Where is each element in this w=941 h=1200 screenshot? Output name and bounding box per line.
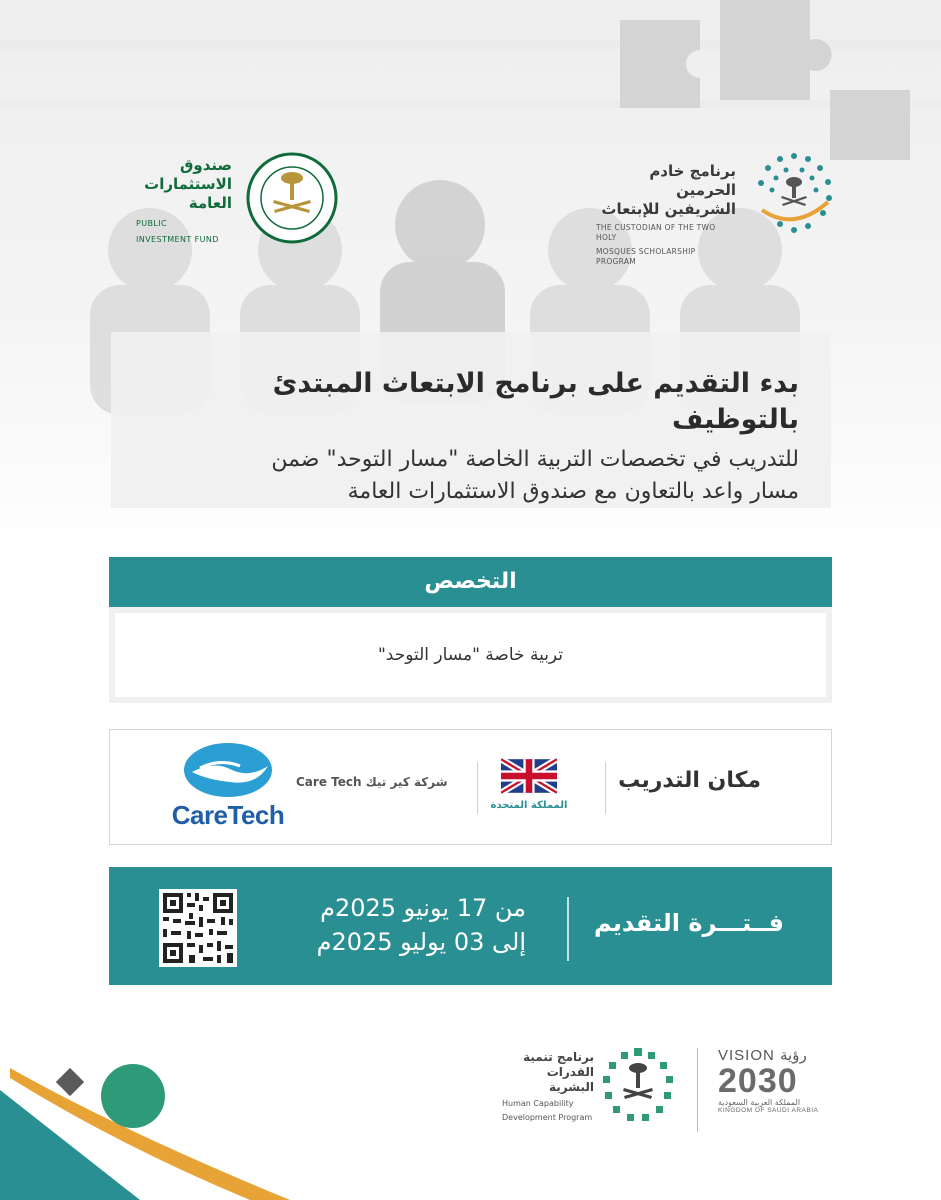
hcdp-logo <box>502 1046 682 1126</box>
pif-ar-line2: الاستثمارات <box>144 175 232 193</box>
application-period-box <box>109 867 832 985</box>
application-divider <box>567 897 569 961</box>
hcdp-en-line1: Human Capability <box>502 1099 574 1108</box>
uk-flag-icon <box>501 758 557 794</box>
specialization-body <box>109 607 832 703</box>
hcdp-en-line2: Development Program <box>502 1113 593 1122</box>
qr-code-icon[interactable] <box>159 889 237 967</box>
pif-logo <box>136 150 346 245</box>
application-to: إلى 03 يوليو 2025م <box>316 928 526 956</box>
pif-ar-line1: صندوق <box>179 156 232 174</box>
application-from: من 17 يونيو 2025م <box>320 894 526 922</box>
specialization-header: التخصص <box>109 557 832 607</box>
scholarship-program-logo <box>596 150 836 266</box>
announcement-subtitle-line1: للتدريب في تخصصات التربية الخاصة "مسار التوحد" ضمن <box>271 447 799 472</box>
scholarship-ar-line2: الشريفين للإبتعاث <box>601 200 736 218</box>
training-location-label: مكان التدريب <box>618 768 761 793</box>
pif-en-line2: INVESTMENT FUND <box>136 235 219 244</box>
caretech-hands-icon <box>170 742 286 800</box>
vision-ar-text: المملكة العربية السعودية <box>718 1098 801 1107</box>
hcdp-ar-line1: برنامج تنمية <box>523 1050 594 1064</box>
announcement-box <box>111 332 831 508</box>
specialization-value: تربية خاصة "مسار التوحد" <box>115 613 826 697</box>
hcdp-emblem-icon <box>600 1046 676 1124</box>
pif-text <box>136 156 232 245</box>
caretech-logo <box>170 742 286 834</box>
hcdp-ar-line2: القدرات البشرية <box>546 1065 594 1094</box>
announcement-subtitle-line2: مسار واعد بالتعاون مع صندوق الاستثمارات العامة <box>347 479 799 504</box>
announcement-title: بدء التقديم على برنامج الابتعاث المبتدئ بالتوظيف <box>272 368 799 435</box>
scholarship-en-line1: THE CUSTODIAN OF THE TWO HOLY <box>596 223 716 242</box>
pif-en-line1: PUBLIC <box>136 219 167 228</box>
vision-number: 2030 <box>718 1062 798 1100</box>
caretech-company-name: شركة كير تيك Care Tech <box>296 775 448 789</box>
scholarship-ar-line1: برنامج خادم الحرمين <box>649 162 736 199</box>
application-period-label: فــتـــرة التقديم <box>594 909 784 937</box>
scholarship-emblem-icon <box>752 150 836 238</box>
footer-divider <box>697 1048 698 1132</box>
caretech-logo-text: CareTech <box>171 800 285 830</box>
scholarship-program-text <box>596 162 736 267</box>
hcdp-text <box>502 1050 594 1123</box>
pif-ar-line3: العامة <box>188 194 232 212</box>
training-divider-1 <box>605 762 606 814</box>
footer-decorative-shapes <box>0 1050 300 1200</box>
training-location-box <box>109 729 832 845</box>
vision-top-text: VISION رؤية <box>718 1047 807 1064</box>
vision-2030-logo <box>718 1046 838 1126</box>
scholarship-en-line2: MOSQUES SCHOLARSHIP PROGRAM <box>596 247 696 266</box>
pif-seal-icon <box>246 152 338 244</box>
training-divider-2 <box>477 762 478 814</box>
vision-en-text: KINGDOM OF SAUDI ARABIA <box>718 1107 819 1114</box>
uk-caption: المملكة المتحدة <box>490 800 568 811</box>
application-dates <box>317 891 526 959</box>
